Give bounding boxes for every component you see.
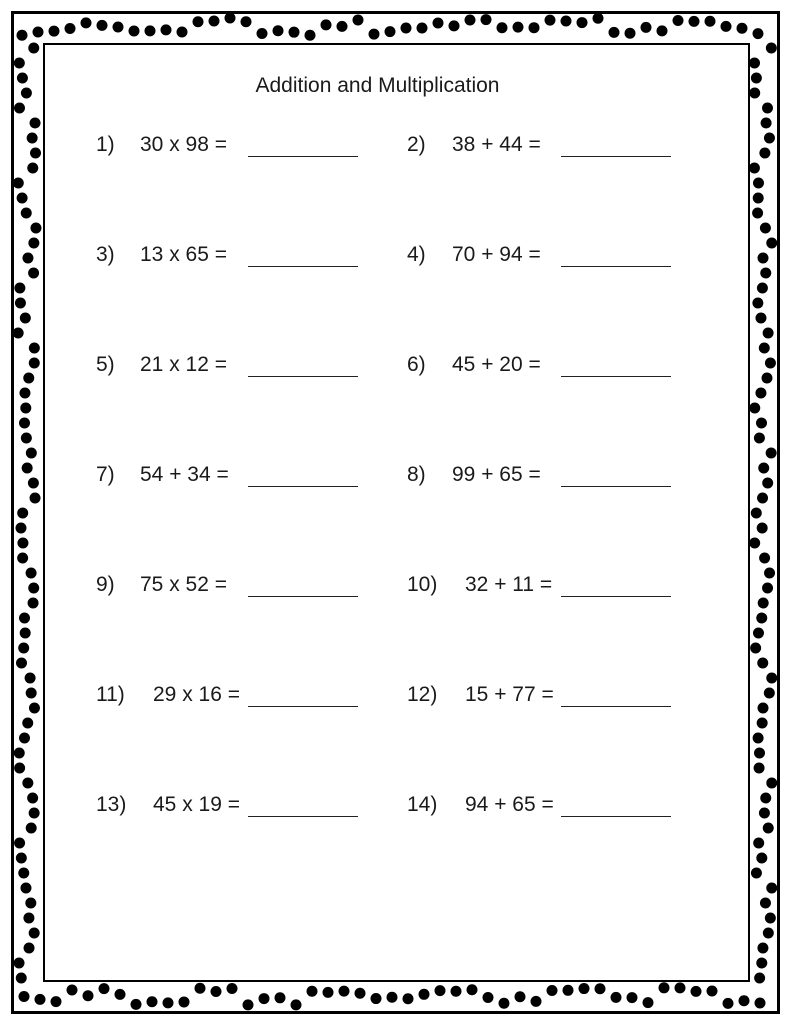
dot [13, 328, 24, 339]
dot [755, 388, 766, 399]
problem-number: 8) [407, 463, 426, 486]
dot [28, 238, 39, 249]
dot [16, 853, 27, 864]
dot [83, 990, 94, 1001]
dot [627, 992, 638, 1003]
dot [759, 343, 770, 354]
answer-line[interactable] [248, 706, 358, 707]
dot [19, 733, 30, 744]
problem-expression: 38 + 44 = [452, 133, 541, 156]
answer-line[interactable] [561, 816, 671, 817]
dot [22, 253, 33, 264]
dot [595, 983, 606, 994]
problem-expression: 45 x 19 = [153, 793, 240, 816]
problem-number: 9) [96, 573, 115, 596]
dot [545, 15, 556, 26]
answer-line[interactable] [561, 486, 671, 487]
problem-number: 3) [96, 243, 115, 266]
dot [28, 583, 39, 594]
dot [750, 643, 761, 654]
dot [27, 163, 38, 174]
dot [97, 20, 108, 31]
dot [19, 388, 30, 399]
dot [29, 358, 40, 369]
dot [467, 984, 478, 995]
dot [673, 15, 684, 26]
dot [353, 14, 364, 25]
worksheet-title: Addition and Multiplication [255, 74, 500, 97]
dot [752, 208, 763, 219]
dot [765, 358, 776, 369]
dot [763, 928, 774, 939]
dot [754, 973, 765, 984]
dot [16, 973, 27, 984]
dot [760, 223, 771, 234]
dot [30, 118, 41, 129]
dot [757, 943, 768, 954]
dot [435, 985, 446, 996]
dot [753, 733, 764, 744]
dot [749, 163, 760, 174]
dot [385, 26, 396, 37]
dot [26, 568, 37, 579]
dot [766, 238, 777, 249]
dot [23, 373, 34, 384]
dot [19, 991, 30, 1002]
dot [15, 298, 26, 309]
dot [211, 986, 222, 997]
dot [177, 27, 188, 38]
answer-line[interactable] [561, 376, 671, 377]
dot [26, 688, 37, 699]
dot [764, 568, 775, 579]
dot [757, 523, 768, 534]
dot [26, 823, 37, 834]
answer-line[interactable] [248, 376, 358, 377]
dot [611, 992, 622, 1003]
dot [20, 883, 31, 894]
dot [756, 853, 767, 864]
dot [21, 433, 32, 444]
problem-expression: 75 x 52 = [140, 573, 227, 596]
dot [291, 999, 302, 1010]
dot [759, 808, 770, 819]
problem-expression: 45 + 20 = [452, 353, 541, 376]
dot [758, 598, 769, 609]
dot [753, 28, 764, 39]
problem-expression: 29 x 16 = [153, 683, 240, 706]
dot [758, 703, 769, 714]
dot [762, 103, 773, 114]
dot [26, 448, 37, 459]
problem-number: 11) [96, 683, 125, 706]
problem-number: 7) [96, 463, 115, 486]
problem-number: 13) [96, 793, 127, 816]
dot [28, 43, 39, 54]
dot [21, 208, 32, 219]
dot [759, 148, 770, 159]
dot [766, 448, 777, 459]
dot [24, 943, 35, 954]
dot [371, 993, 382, 1004]
dot [657, 25, 668, 36]
dot [193, 16, 204, 27]
dot [225, 13, 236, 24]
problem-number: 6) [407, 353, 426, 376]
dot [65, 23, 76, 34]
dot [243, 999, 254, 1010]
problem-number: 4) [407, 243, 426, 266]
dot [481, 14, 492, 25]
problem-expression: 30 x 98 = [140, 133, 227, 156]
dot [28, 268, 39, 279]
dot [30, 493, 41, 504]
dot [761, 118, 772, 129]
dot [705, 16, 716, 27]
dot [763, 328, 774, 339]
dot [691, 986, 702, 997]
dot [15, 523, 26, 534]
dot [195, 983, 206, 994]
dot [765, 913, 776, 924]
problem-expression: 32 + 11 = [465, 573, 553, 596]
dot [14, 283, 25, 294]
dot [99, 983, 110, 994]
dot [531, 996, 542, 1007]
dot [14, 748, 25, 759]
dot [29, 703, 40, 714]
dot [547, 985, 558, 996]
dot [321, 19, 332, 30]
dot [17, 538, 28, 549]
dot [756, 613, 767, 624]
dot [369, 29, 380, 40]
dot [760, 793, 771, 804]
dot [113, 21, 124, 32]
dot [465, 15, 476, 26]
dot [593, 13, 604, 24]
dot [754, 748, 765, 759]
dot [257, 28, 268, 39]
dot [14, 103, 25, 114]
dot [25, 673, 36, 684]
dot [707, 985, 718, 996]
dot [737, 23, 748, 34]
dot [753, 628, 764, 639]
answer-line[interactable] [248, 266, 358, 267]
problem-expression: 21 x 12 = [140, 353, 227, 376]
dot [753, 193, 764, 204]
dot [14, 763, 25, 774]
dot [401, 23, 412, 34]
dot [739, 995, 750, 1006]
dot [764, 133, 775, 144]
dot [25, 898, 36, 909]
dot [513, 22, 524, 33]
dot [18, 868, 29, 879]
dot [22, 718, 33, 729]
dot [17, 30, 28, 41]
dot [145, 25, 156, 36]
dot [754, 763, 765, 774]
dot [451, 986, 462, 997]
answer-line[interactable] [561, 706, 671, 707]
dot [18, 643, 29, 654]
dot [754, 433, 765, 444]
dot [641, 22, 652, 33]
dot [23, 913, 34, 924]
dot [16, 658, 27, 669]
dot [577, 17, 588, 28]
dot [14, 958, 25, 969]
dot [147, 996, 158, 1007]
answer-line[interactable] [561, 596, 671, 597]
dot [659, 982, 670, 993]
dot [563, 985, 574, 996]
dot [51, 996, 62, 1007]
dot [17, 553, 28, 564]
dot [22, 463, 33, 474]
dot [29, 928, 40, 939]
answer-line[interactable] [248, 486, 358, 487]
dot [13, 178, 24, 189]
dot [757, 718, 768, 729]
dot [625, 28, 636, 39]
dot [161, 24, 172, 35]
dot [757, 658, 768, 669]
dot [275, 992, 286, 1003]
answer-line[interactable] [248, 596, 358, 597]
dot [22, 778, 33, 789]
dot [337, 21, 348, 32]
dot [14, 838, 25, 849]
dot [129, 25, 140, 36]
dot [28, 478, 39, 489]
dot [179, 996, 190, 1007]
dot [723, 998, 734, 1009]
dot [675, 982, 686, 993]
dot [761, 373, 772, 384]
dot [721, 21, 732, 32]
dot [766, 673, 777, 684]
problem-number: 5) [96, 353, 115, 376]
dot [759, 553, 770, 564]
dot [499, 998, 510, 1009]
dot [29, 808, 40, 819]
dot [387, 992, 398, 1003]
dot [579, 983, 590, 994]
dot [760, 898, 771, 909]
dot [749, 403, 760, 414]
dot [20, 313, 31, 324]
dot [19, 418, 30, 429]
dot [483, 992, 494, 1003]
dot [758, 253, 769, 264]
dot [49, 26, 60, 37]
dot [515, 991, 526, 1002]
problem-number: 1) [96, 133, 115, 156]
dot [273, 25, 284, 36]
dot [14, 58, 25, 69]
problem-number: 12) [407, 683, 438, 706]
dot [449, 20, 460, 31]
dot [355, 988, 366, 999]
dot [27, 793, 38, 804]
dot [289, 27, 300, 38]
dot [755, 313, 766, 324]
problem-expression: 99 + 65 = [452, 463, 541, 486]
dot [758, 463, 769, 474]
dot [67, 984, 78, 995]
dot [17, 193, 28, 204]
dot [762, 583, 773, 594]
dot [241, 16, 252, 27]
dot [20, 628, 31, 639]
dot [403, 993, 414, 1004]
inner-border [43, 43, 750, 982]
dot [28, 598, 39, 609]
dot [752, 298, 763, 309]
dot [763, 823, 774, 834]
dot [30, 148, 41, 159]
dot [307, 986, 318, 997]
dot [762, 478, 773, 489]
dot [417, 23, 428, 34]
dot [643, 997, 654, 1008]
dot [753, 838, 764, 849]
dot [209, 15, 220, 26]
dot [751, 868, 762, 879]
dot [17, 508, 28, 519]
dot [259, 993, 270, 1004]
dot [323, 987, 334, 998]
dot [163, 997, 174, 1008]
answer-line[interactable] [561, 266, 671, 267]
answer-line[interactable] [248, 156, 358, 157]
answer-line[interactable] [248, 816, 358, 817]
dot [419, 989, 430, 1000]
dot [749, 58, 760, 69]
dot [19, 613, 30, 624]
problem-expression: 70 + 94 = [452, 243, 541, 266]
problem-number: 2) [407, 133, 426, 156]
dot [29, 343, 40, 354]
dot [115, 989, 126, 1000]
dot [305, 30, 316, 41]
dot [561, 15, 572, 26]
dot [609, 27, 620, 38]
dot [27, 133, 38, 144]
dot [766, 43, 777, 54]
answer-line[interactable] [561, 156, 671, 157]
problem-expression: 15 + 77 = [465, 683, 554, 706]
dot [766, 778, 777, 789]
dot [757, 493, 768, 504]
dot [755, 998, 766, 1009]
dot [689, 16, 700, 27]
dot [30, 223, 41, 234]
dot [20, 403, 31, 414]
dot [497, 22, 508, 33]
problem-expression: 54 + 34 = [140, 463, 229, 486]
dot [751, 508, 762, 519]
dot [756, 418, 767, 429]
dot [756, 958, 767, 969]
problem-number: 14) [407, 793, 438, 816]
problem-expression: 94 + 65 = [465, 793, 554, 816]
dot [339, 986, 350, 997]
dot [131, 999, 142, 1010]
dot [764, 688, 775, 699]
dot [760, 268, 771, 279]
dot [749, 538, 760, 549]
dot [81, 17, 92, 28]
problem-expression: 13 x 65 = [140, 243, 227, 266]
dot [753, 178, 764, 189]
dot [766, 883, 777, 894]
dot [33, 27, 44, 38]
dot [433, 17, 444, 28]
dot [35, 994, 46, 1005]
dot [529, 22, 540, 33]
dot [227, 983, 238, 994]
problem-number: 10) [407, 573, 438, 596]
dot [757, 283, 768, 294]
